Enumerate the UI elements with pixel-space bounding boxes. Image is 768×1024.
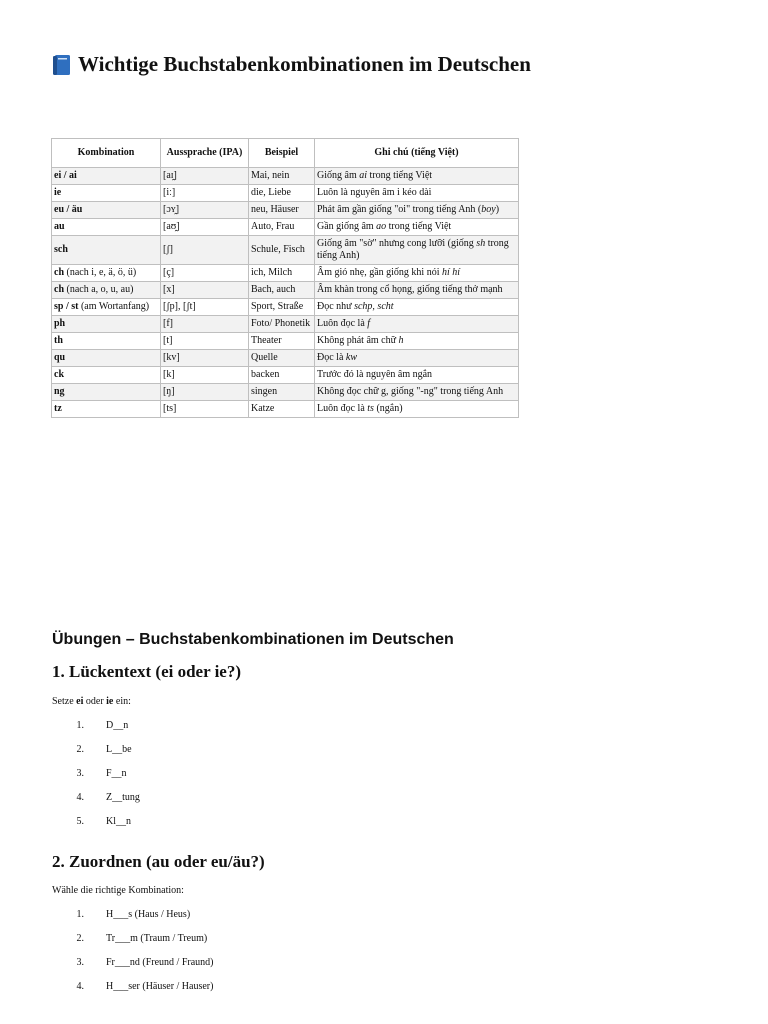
book-icon [52,54,72,76]
list-item-number: 2. [76,933,84,944]
cell-ghi-chu: Luôn đọc là f [315,316,519,333]
cell-ghi-chu: Giống âm ai trong tiếng Việt [315,168,519,185]
kombination-key: th [54,335,63,346]
cell-beispiel: Katze [249,401,315,418]
exercise-1-instruction [52,696,131,707]
list-item [52,816,140,840]
header-ghi-chu: Ghi chú (tiếng Việt) [315,139,519,168]
cell-ipa: [t] [161,333,249,350]
list-item [52,720,140,744]
cell-kombination [52,219,161,236]
table-row [52,219,519,236]
cell-ipa: [ts] [161,401,249,418]
list-item-number: 1. [76,909,84,920]
kombination-key: ie [54,187,62,198]
list-item-number: 5. [76,816,84,827]
cell-beispiel: Quelle [249,350,315,367]
cell-ipa: [ʃp], [ʃt] [161,299,249,316]
cell-beispiel: Schule, Fisch [249,236,315,265]
kombination-key: ch [54,267,64,278]
list-item-text: H___ser (Häuser / Hauser) [106,981,214,992]
cell-kombination [52,350,161,367]
exercise-1-instruction-text: Setze ei oder ie ein: [52,696,131,707]
list-item-text: Kl__n [106,816,131,827]
cell-ipa: [ç] [161,265,249,282]
exercise-1-list [52,720,140,840]
list-item [52,981,214,1005]
exercise-2-instruction: Wähle die richtige Kombination: [52,885,184,896]
combination-table [51,138,519,418]
list-item [52,933,214,957]
list-item-number: 3. [76,957,84,968]
table-row [52,185,519,202]
cell-ghi-chu: Phát âm gần giống "oi" trong tiếng Anh (boy) [315,202,519,219]
cell-ipa: [x] [161,282,249,299]
table-header-row [52,139,519,168]
kombination-key: ch [54,284,64,295]
cell-kombination [52,401,161,418]
list-item-text: D__n [106,720,129,731]
cell-kombination [52,265,161,282]
list-item-number: 4. [76,981,84,992]
cell-beispiel: neu, Häuser [249,202,315,219]
cell-ghi-chu: Luôn là nguyên âm i kéo dài [315,185,519,202]
list-item-text: Z__tung [106,792,140,803]
cell-ipa: [iː] [161,185,249,202]
cell-beispiel: backen [249,367,315,384]
table-row [52,401,519,418]
kombination-context: (nach a, o, u, au) [64,284,134,295]
cell-ghi-chu: Không phát âm chữ h [315,333,519,350]
list-item [52,792,140,816]
cell-beispiel: Sport, Straße [249,299,315,316]
exercise-1-title: 1. Lückentext (ei oder ie?) [52,662,242,681]
cell-kombination [52,185,161,202]
list-item-text: L__be [106,744,132,755]
kombination-key: tz [54,403,62,414]
list-item-number: 1. [76,720,84,731]
cell-beispiel: singen [249,384,315,401]
list-item-number: 3. [76,768,84,779]
cell-beispiel: Foto/ Phonetik [249,316,315,333]
header-kombination: Kombination [52,139,161,168]
cell-ipa: [ŋ] [161,384,249,401]
cell-ipa: [kv] [161,350,249,367]
cell-beispiel: Auto, Frau [249,219,315,236]
kombination-key: ph [54,318,66,329]
list-item-text: H___s (Haus / Heus) [106,909,191,920]
table-row [52,202,519,219]
table-row [52,168,519,185]
page-title-text: Wichtige Buchstabenkombinationen im Deutschen [78,52,531,76]
cell-ghi-chu: Không đọc chữ g, giống "-ng" trong tiếng Anh [315,384,519,401]
kombination-key: sch [54,244,68,255]
table-row [52,282,519,299]
cell-ghi-chu: Đọc như schp, scht [315,299,519,316]
cell-ipa: [aɪ̯] [161,168,249,185]
cell-kombination [52,236,161,265]
cell-kombination [52,202,161,219]
cell-kombination [52,316,161,333]
cell-beispiel: Bach, auch [249,282,315,299]
exercises-heading: Übungen – Buchstabenkombinationen im Deutschen [52,631,454,648]
kombination-context: (nach i, e, ä, ö, ü) [64,267,137,278]
list-item-text: Tr___m (Traum / Treum) [106,933,208,944]
table-row [52,367,519,384]
cell-ghi-chu: Giống âm "sờ" nhưng cong lưỡi (giống sh trong tiếng Anh) [315,236,519,265]
page-title [52,52,531,77]
list-item-text: F__n [106,768,127,779]
table-row [52,333,519,350]
cell-kombination [52,333,161,350]
list-item [52,957,214,981]
kombination-context: (am Wortanfang) [78,301,150,312]
cell-ghi-chu: Gần giống âm ao trong tiếng Việt [315,219,519,236]
header-aussprache: Aussprache (IPA) [161,139,249,168]
kombination-key: ei / ai [54,170,77,181]
list-item-text: Fr___nd (Freund / Fraund) [106,957,214,968]
exercise-2-title: 2. Zuordnen (au oder eu/äu?) [52,852,265,871]
cell-beispiel: Mai, nein [249,168,315,185]
cell-kombination [52,299,161,316]
list-item-number: 2. [76,744,84,755]
table-row [52,236,519,265]
cell-beispiel: ich, Milch [249,265,315,282]
kombination-key: au [54,221,65,232]
cell-ipa: [k] [161,367,249,384]
cell-beispiel: die, Liebe [249,185,315,202]
cell-ghi-chu: Luôn đọc là ts (ngắn) [315,401,519,418]
cell-beispiel: Theater [249,333,315,350]
cell-ipa: [ɔʏ̯] [161,202,249,219]
list-item [52,768,140,792]
table-row [52,350,519,367]
kombination-key: eu / äu [54,204,83,215]
cell-kombination [52,384,161,401]
table-row [52,299,519,316]
kombination-key: ng [54,386,65,397]
cell-ipa: [ʃ] [161,236,249,265]
cell-ipa: [aʊ̯] [161,219,249,236]
cell-ghi-chu: Đọc là kw [315,350,519,367]
kombination-key: qu [54,352,66,363]
kombination-key: sp / st [54,301,79,312]
cell-ipa: [f] [161,316,249,333]
list-item [52,744,140,768]
cell-ghi-chu: Trước đó là nguyên âm ngắn [315,367,519,384]
kombination-key: ck [54,369,64,380]
exercise-2-list [52,909,214,1005]
list-item [52,909,214,933]
header-beispiel: Beispiel [249,139,315,168]
table-row [52,316,519,333]
table-row [52,384,519,401]
list-item-number: 4. [76,792,84,803]
cell-ghi-chu: Âm gió nhẹ, gần giống khi nói hí hí [315,265,519,282]
cell-kombination [52,282,161,299]
table-row [52,265,519,282]
cell-kombination [52,367,161,384]
cell-ghi-chu: Âm khàn trong cổ họng, giống tiếng thở mạnh [315,282,519,299]
cell-kombination [52,168,161,185]
